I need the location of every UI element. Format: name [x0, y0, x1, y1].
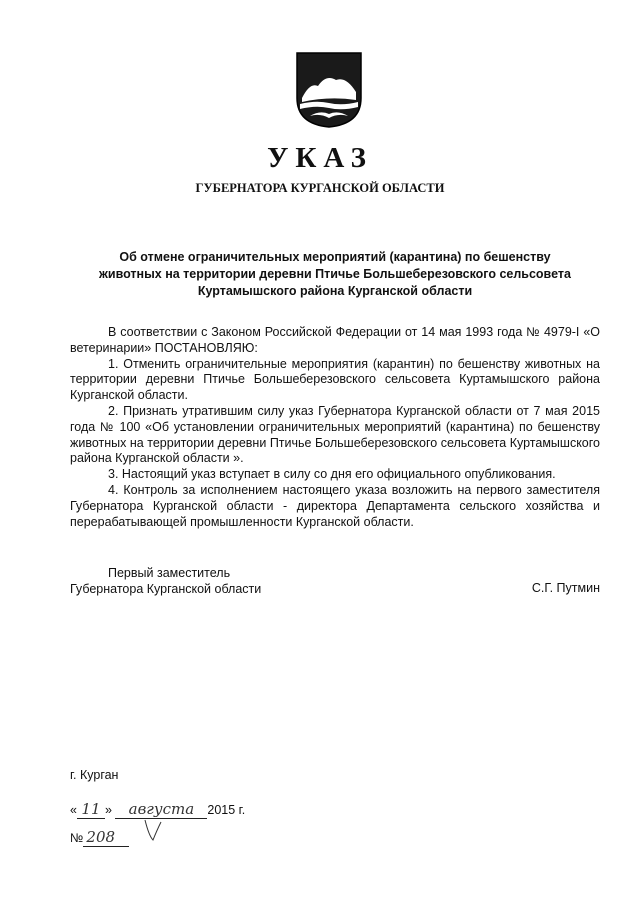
handwritten-day: 11 — [77, 800, 105, 819]
decree-item: 4. Контроль за исполнением настоящего указа возложить на первого заместителя Губернатора Курганской области - директора Департамента сельского хозяйства и перерабатывающей промышленности Курганской области. — [70, 482, 600, 529]
heading-line: Об отмене ограничительных мероприятий (карантина) по бешенству — [119, 250, 551, 264]
handwritten-number: 208 — [83, 828, 129, 847]
signatory-title — [70, 565, 261, 597]
signatory-name: С.Г. Путмин — [531, 581, 600, 595]
signatory-title-line: Губернатора Курганской области — [70, 582, 262, 596]
date-year: 2015 г. — [207, 803, 246, 817]
decree-item: 2. Признать утратившим силу указ Губернатора Курганской области от 7 мая 2015 года № 100 «Об установлении ограничительных мероприятий (карантина) по бешенству животных на территории деревни Птичье Большеберезовского сельсовета Куртамышского района Курганской области ». — [70, 403, 600, 466]
document-title: УКАЗ — [267, 142, 373, 174]
handwritten-mark-icon — [143, 818, 165, 844]
signatory-title-line: Первый заместитель — [108, 566, 231, 580]
issue-date — [70, 800, 245, 819]
decree-item: 3. Настоящий указ вступает в силу со дня его официального опубликования. — [108, 467, 556, 482]
handwritten-month: августа — [115, 800, 207, 819]
kurgan-region-coat-of-arms-icon — [296, 52, 362, 128]
decree-item: 1. Отменить ограничительные мероприятия (карантин) по бешенству животных на территории деревни Птичье Большеберезовского сельсовета Куртамышского района Курганской области. — [70, 356, 600, 403]
decree-body — [70, 325, 600, 530]
heading-line: животных на территории деревни Птичье Большеберезовского сельсовета — [99, 267, 571, 281]
date-open-quote: « — [70, 803, 77, 817]
document-subtitle: ГУБЕРНАТОРА КУРГАНСКОЙ ОБЛАСТИ — [195, 181, 445, 195]
number-prefix: № — [70, 831, 84, 845]
decree-heading — [70, 249, 600, 300]
heading-line: Куртамышского района Курганской области — [197, 284, 473, 298]
issue-city: г. Курган — [70, 768, 119, 782]
preamble-paragraph: В соответствии с Законом Российской Федерации от 14 мая 1993 года № 4979-I «О ветеринарии» ПОСТАНОВЛЯЮ: — [70, 325, 600, 355]
date-close-quote: » — [104, 803, 112, 817]
decree-number — [70, 828, 129, 847]
